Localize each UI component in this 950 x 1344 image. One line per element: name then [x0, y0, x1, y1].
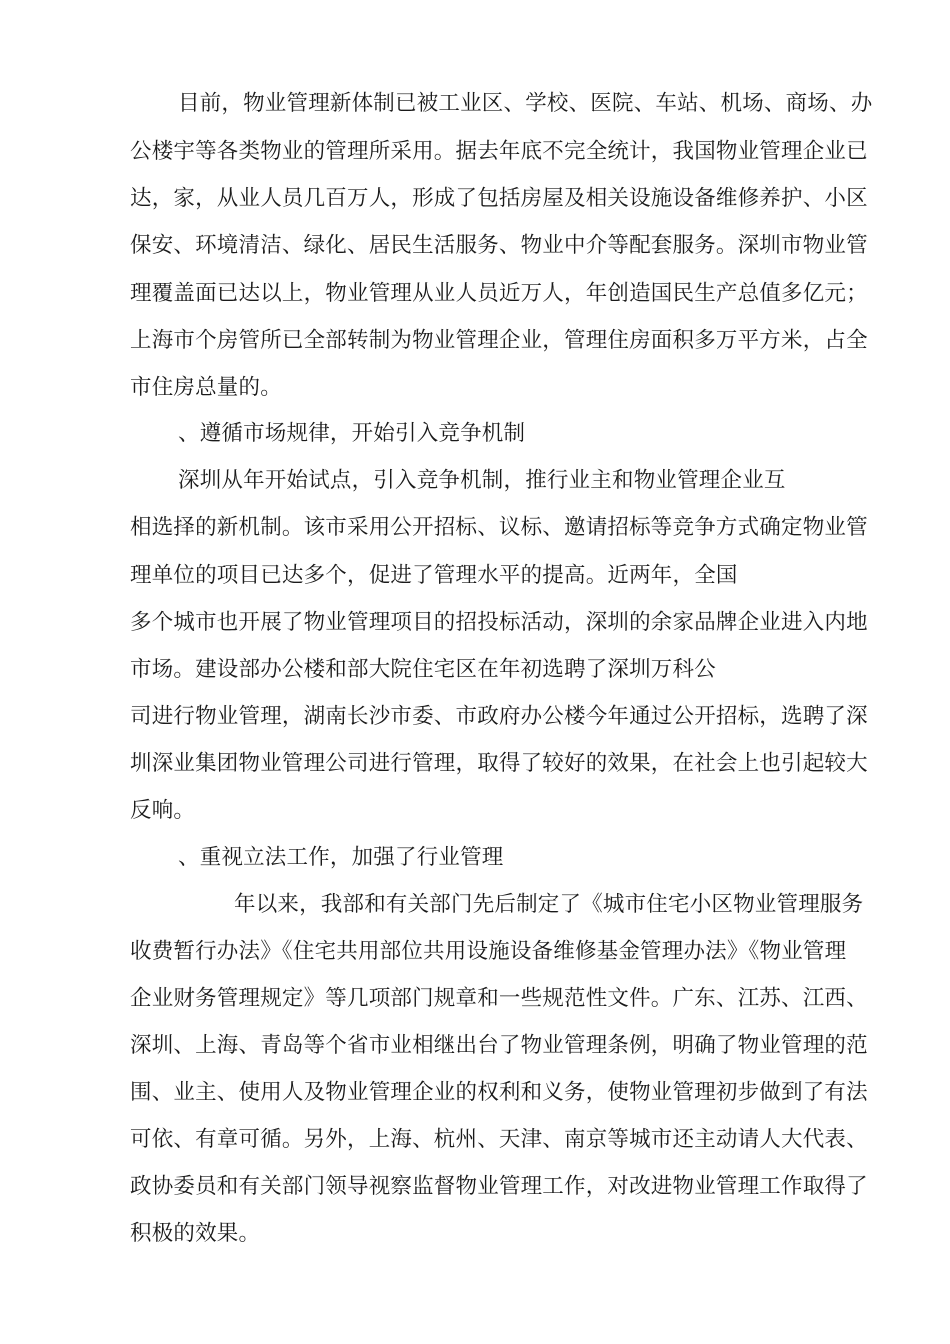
- text-line: 达，家，从业人员几百万人，形成了包括房屋及相关设施设备维修养护、小区: [130, 186, 868, 211]
- text-line: 积极的效果。: [130, 1221, 261, 1246]
- text-line: 公楼宇等各类物业的管理所采用。据去年底不完全统计，我国物业管理企业已: [130, 139, 868, 164]
- text-line: 司进行物业管理，湖南长沙市委、市政府办公楼今年通过公开招标，选聘了深: [130, 704, 868, 729]
- section-heading: 、重视立法工作，加强了行业管理: [178, 845, 504, 870]
- text-line: 围、业主、使用人及物业管理企业的权利和义务，使物业管理初步做到了有法: [130, 1080, 868, 1105]
- text-line: 企业财务管理规定》等几项部门规章和一些规范性文件。广东、江苏、江西、: [130, 986, 868, 1011]
- text-line: 保安、环境清洁、绿化、居民生活服务、物业中介等配套服务。深圳市物业管: [130, 233, 868, 258]
- text-line: 政协委员和有关部门领导视察监督物业管理工作，对改进物业管理工作取得了: [130, 1174, 868, 1199]
- text-line: 上海市个房管所已全部转制为物业管理企业，管理住房面积多万平方米，占全: [130, 328, 868, 353]
- text-line: 理单位的项目已达多个，促进了管理水平的提高。近两年，全国: [130, 563, 738, 588]
- section-heading: 、遵循市场规律，开始引入竞争机制: [178, 421, 526, 446]
- text-line: 收费暂行办法》《住宅共用部位共用设施设备维修基金管理办法》《物业管理: [130, 939, 847, 964]
- text-line: 深圳、上海、青岛等个省市业相继出台了物业管理条例，明确了物业管理的范: [130, 1033, 868, 1058]
- text-line: 深圳从年开始试点，引入竞争机制，推行业主和物业管理企业互: [178, 468, 786, 493]
- text-line: 目前，物业管理新体制已被工业区、学校、医院、车站、机场、商场、办: [178, 91, 873, 116]
- text-line: 多个城市也开展了物业管理项目的招投标活动，深圳的余家品牌企业进入内地: [130, 610, 868, 635]
- text-line: 理覆盖面已达以上，物业管理从业人员近万人，年创造国民生产总值多亿元；: [130, 281, 868, 306]
- text-line: 可依、有章可循。另外，上海、杭州、天津、南京等城市还主动请人大代表、: [130, 1127, 868, 1152]
- text-line: 反响。: [130, 798, 196, 823]
- text-line: 市场。建设部办公楼和部大院住宅区在年初选聘了深圳万科公: [130, 657, 716, 682]
- text-line: 年以来，我部和有关部门先后制定了《城市住宅小区物业管理服务: [234, 892, 864, 917]
- text-line: 圳深业集团物业管理公司进行管理，取得了较好的效果，在社会上也引起较大: [130, 751, 868, 776]
- text-line: 相选择的新机制。该市采用公开招标、议标、邀请招标等竞争方式确定物业管: [130, 515, 868, 540]
- text-line: 市住房总量的。: [130, 375, 282, 400]
